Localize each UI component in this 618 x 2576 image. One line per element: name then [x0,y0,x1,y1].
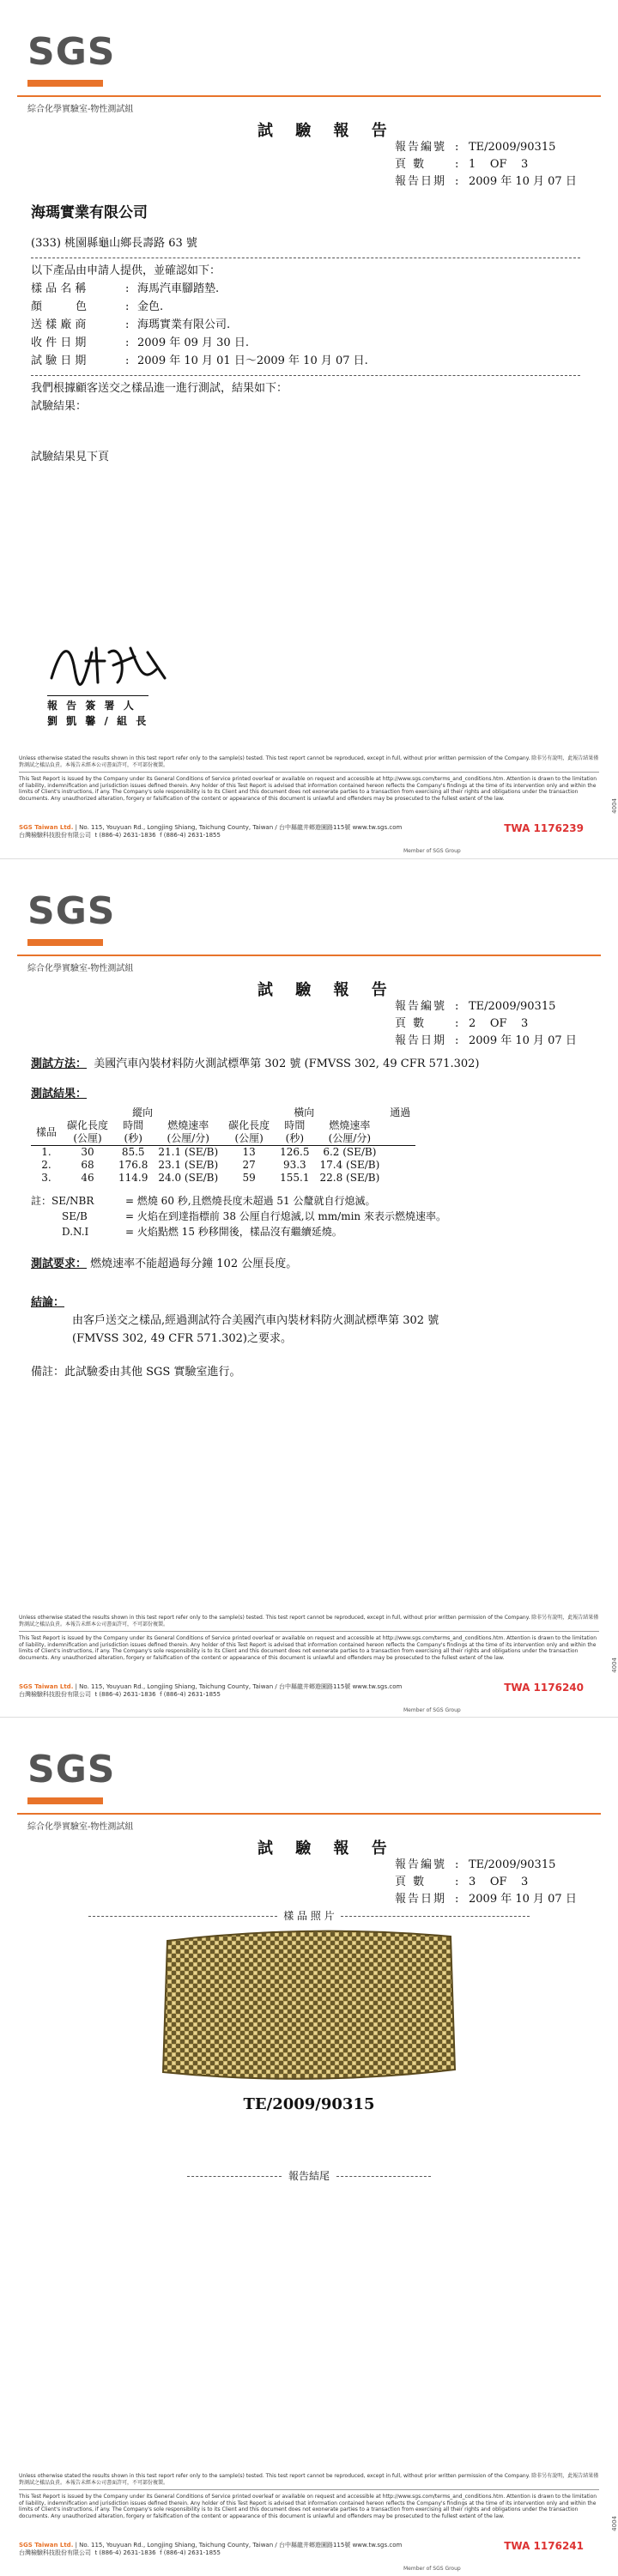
intro-text: 以下產品由申請人提供，並確認如下： [31,264,221,277]
report-page-3 [0,1717,618,2576]
end-of-report: 報告結尾 [0,2168,618,2183]
report-number: TE/2009/90315 [469,1000,556,1013]
footer-disclaimer: Unless otherwise stated the results shown in this test report refer only to the sample(s) tested. This test report cannot be reproduced, except in full, without prior written permission of the Company. 除非另有說明，此報告結果僅對測試之樣品負責。本報告未經本公司書面許可，不可部份複製。 This Test Report is issued by the Company under its General Conditions of Service printed overleaf or available on request and accessible at http://www.sgs.com/terms_and_conditions.htm. Attention is drawn to the limitation of liability, indemnification and jurisdiction issues defined therein. Any holder of this Test Report is advised that information contained hereon reflects the Company's findings at the time of its intervention only and within the limits of Client's instructions, if any. The Company's sole responsibility is to its Client and this document does not exonerate parties to a transaction from exercising all their rights and obligations under the transaction documents. Any unauthorized alteration, forgery or falsification of the content or appearance of this document is unlawful and offenders may be prosecuted to the fullest extent of the law. [19,1615,599,1661]
company-address: (333) 桃園縣龜山鄉長壽路 63 號 [31,237,197,250]
twa-number: TWA 1176239 [504,822,584,834]
signature-image [45,635,173,695]
report-meta: 報告編號 : TE/2009/90315 頁 數 : 1 OF 3 報告日期 : 2009 年 10 月 07 日 [395,139,577,191]
sgs-logo: SGS [27,889,103,949]
table-row: 1. 30 85.5 21.1 (SE/B) 13 126.5 6.2 (SE/B) [41,1146,377,1158]
member-of-sgs: Member of SGS Group [403,1707,461,1713]
doc-title: 試 驗 報 告 [258,122,396,140]
table-row: 3. 46 114.9 24.0 (SE/B) 59 155.1 22.8 (SE/B) [41,1172,380,1184]
doc-title: 試 驗 報 告 [258,981,396,999]
side-number: 4004 [611,2516,618,2531]
direction-longitudinal: 縱向 [132,1106,154,1118]
member-of-sgs: Member of SGS Group [403,848,461,854]
photo-caption: TE/2009/90315 [243,2095,375,2113]
report-number: TE/2009/90315 [469,141,556,154]
report-date: 2009 年 10 月 07 日 [469,1893,577,1906]
applicant-block [31,204,580,466]
test-details [31,1055,589,1381]
statement-text: 我們根據顧客送交之樣品進一進行測試，結果如下： [31,382,288,395]
page-number: 3 OF 3 [469,1876,529,1888]
member-of-sgs: Member of SGS Group [403,2566,461,2572]
sgs-logo: SGS [27,30,103,90]
side-number: 4004 [611,1658,618,1673]
notes: 註：SE/NBR = 燃燒 60 秒,且燃燒長度未超過 51 公釐就自行熄滅。 SE/B = 火焰在到達指標前 38 公厘自行熄滅,以 mm/min 來表示燃燒速率。 D.N.I = 火焰點燃 15 秒移開後，樣品沒有繼續延燒。 [31,1195,446,1238]
signature-caption: 報 告 簽 署 人 劉 凱 馨 / 組 長 [47,695,148,729]
page-number: 1 OF 3 [469,158,529,171]
header-rule [17,95,601,97]
conclusion: 結論： 由客戶送交之樣品,經過測試符合美國汽車內裝材料防火測試標準第 302 號 (FMVSS 302, 49 CFR 571.302)之要求。 [31,1296,439,1345]
test-method: 測試方法： 美國汽車內裝材料防火測試標準第 302 號 (FMVSS 302, 49 CFR 571.302) [31,1058,480,1070]
results-table: 縱向 橫向 通過 樣品 碳化長度 時間 燃燒速率 碳化長度 時間 燃燒速率 (公厘) (秒) (公厘/分) (公厘) (秒) (公厘/分) 1. 30 85.5 21.1 (SE/B) 13 126.5 6.2 (SE/B) 2. 68 176.8 23.1 (SE/B) 27 93.3 17.4 (SE/B) 3. 46 114.9 24.0 (SE/B) 59 155.1 22.8 (SE/B) [31,1106,415,1185]
lab-name: 綜合化學實驗室-物性測試組 [27,105,134,114]
report-page-2 [0,858,618,1718]
result-label: 試驗結果： [31,400,88,413]
lab-name: 綜合化學實驗室-物性測試組 [27,1822,134,1832]
footer-disclaimer: Unless otherwise stated the results shown in this test report refer only to the sample(s) tested. This test report cannot be reproduced, except in full, without prior written permission of the Company. 除非另有說明，此報告結果僅對測試之樣品負責。本報告未經本公司書面許可，不可部份複製。 This Test Report is issued by the Company under its General Conditions of Service printed overleaf or available on request and accessible at http://www.sgs.com/terms_and_conditions.htm. Attention is drawn to the limitation of liability, indemnification and jurisdiction issues defined therein. Any holder of this Test Report is advised that information contained hereon reflects the Company's findings at the time of its intervention only and within the limits of Client's instructions, if any. The Company's sole responsibility is to its Client and this document does not exonerate parties to a transaction from exercising all their rights and obligations under the transaction documents. Any unauthorized alteration, forgery or falsification of the content or appearance of this document is unlawful and offenders may be prosecuted to the fullest extent of the law. [19,755,599,802]
photo-header: 樣 品 照 片 [31,1908,587,1923]
report-number: TE/2009/90315 [469,1858,556,1871]
lab-name: 綜合化學實驗室-物性測試組 [27,964,134,973]
twa-number: TWA 1176240 [504,1682,584,1694]
results-label: 測試結果： [31,1088,88,1100]
direction-transverse: 橫向 [294,1106,315,1118]
remark: 備註：此試驗委由其他 SGS 實驗室進行。 [31,1366,241,1379]
pass-label: 通過 [390,1106,411,1118]
table-row: 2. 68 176.8 23.1 (SE/B) 27 93.3 17.4 (SE/B) [41,1159,380,1171]
header-rule [17,955,601,956]
report-meta: 報告編號 : TE/2009/90315 頁 數 : 3 OF 3 報告日期 : 2009 年 10 月 07 日 [395,1857,577,1908]
sample-photo [150,1919,468,2087]
sample-header: 樣品 [36,1125,58,1138]
test-requirement: 測試要求： 燃燒速率不能超過每分鐘 102 公厘長度。 [31,1258,298,1270]
footer-disclaimer: Unless otherwise stated the results shown in this test report refer only to the sample(s) tested. This test report cannot be reproduced, except in full, without prior written permission of the Company. 除非另有說明，此報告結果僅對測試之樣品負責。本報告未經本公司書面許可，不可部份複製。 This Test Report is issued by the Company under its General Conditions of Service printed overleaf or available on request and accessible at http://www.sgs.com/terms_and_conditions.htm. Attention is drawn to the limitation of liability, indemnification and jurisdiction issues defined therein. Any holder of this Test Report is advised that information contained hereon reflects the Company's findings at the time of its intervention only and within the limits of Client's instructions, if any. The Company's sole responsibility is to its Client and this document does not exonerate parties to a transaction from exercising all their rights and obligations under the transaction documents. Any unauthorized alteration, forgery or falsification of the content or appearance of this document is unlawful and offenders may be prosecuted to the fullest extent of the law. [19,2473,599,2519]
report-date: 2009 年 10 月 07 日 [469,1034,577,1047]
header-rule [17,1813,601,1815]
sample-fields: 樣 品 名 稱 : 海馬汽車腳踏墊. 顏 色 : 金色. 送 樣 廠 商 : 海瑪實業有限公司. 收 件 日 期 : 2009 年 09 月 30 日. 試 驗 日 期 : 2009 年 10 月 01 日～2009 年 10 月 07 日. [31,282,368,367]
doc-title: 試 驗 報 告 [258,1840,396,1858]
report-meta: 報告編號 : TE/2009/90315 頁 數 : 2 OF 3 報告日期 : 2009 年 10 月 07 日 [395,998,577,1050]
page-number: 2 OF 3 [469,1017,529,1030]
twa-number: TWA 1176241 [504,2540,584,2552]
sgs-logo: SGS [27,1748,103,1808]
report-page-1 [0,0,618,858]
company-name: 海瑪實業有限公司 [31,204,148,221]
footer-address: SGS Taiwan Ltd. | No. 115, Youyuan Rd., Longjing Shiang, Taichung County, Taiwan / 台中縣龍井鄉遊園路115號 www.tw.sgs.com 台灣檢驗科技股份有限公司 t (886-4) 2631-1836 f (886-4) 2631-1855 [19,1683,403,1698]
footer-address: SGS Taiwan Ltd. | No. 115, Youyuan Rd., Longjing Shiang, Taichung County, Taiwan / 台中縣龍井鄉遊園路115號 www.tw.sgs.com 台灣檢驗科技股份有限公司 t (886-4) 2631-1836 f (886-4) 2631-1855 [19,2542,403,2556]
footer-address: SGS Taiwan Ltd. | No. 115, Youyuan Rd., Longjing Shiang, Taichung County, Taiwan / 台中縣龍井鄉遊園路115號 www.tw.sgs.com 台灣檢驗科技股份有限公司 t (886-4) 2631-1836 f (886-4) 2631-1855 [19,824,403,839]
report-date: 2009 年 10 月 07 日 [469,175,577,188]
see-next-page: 試驗結果見下頁 [31,451,110,464]
side-number: 4004 [611,798,618,814]
